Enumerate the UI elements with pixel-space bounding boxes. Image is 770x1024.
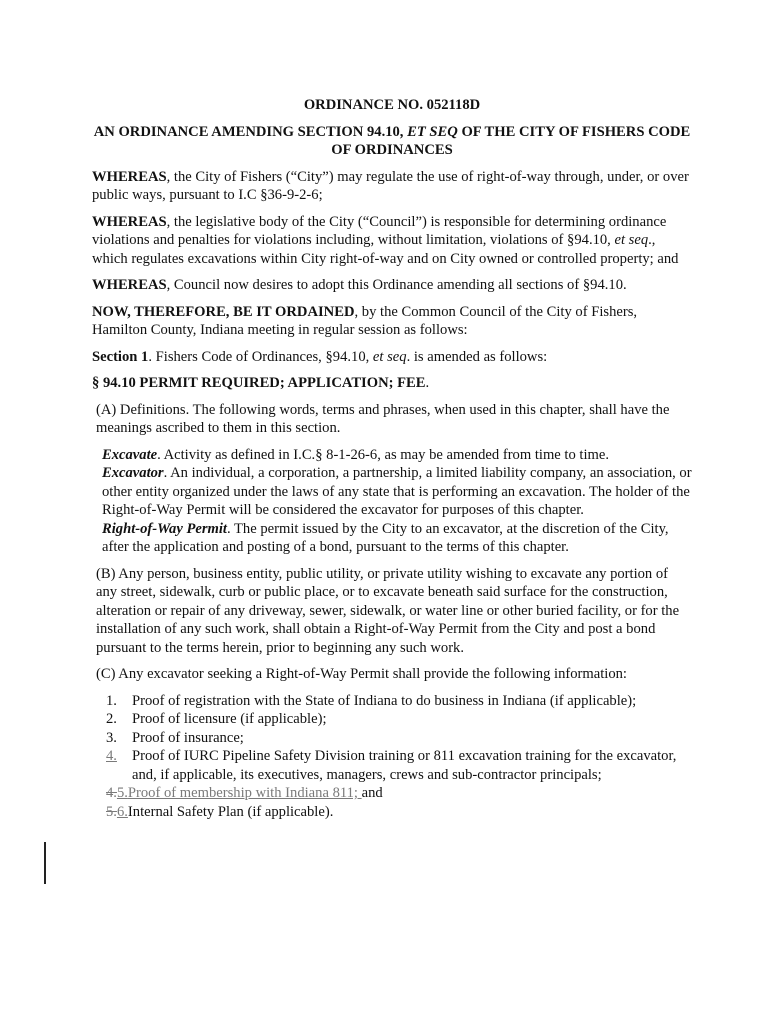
list-item: 1. Proof of registration with the State of Indiana to do business in Indiana (if applicable);: [106, 692, 637, 709]
definition-right-of-way-permit: Right-of-Way Permit. The permit issued by the City to an excavator, at the discretion of the City, after the application and posting of a bond, pursuant to the terms of this chapter.: [102, 520, 669, 555]
ordinance-title: ORDINANCE NO. 052118D: [303, 97, 481, 113]
definition-excavator: Excavator. An individual, a corporation, a partnership, a limited liability company, an association, or other entity organized under the laws of any state that is performing an excavation. The holder of the Right-of-Way Permit will be considered the excavator for purposes of this chapter.: [102, 465, 692, 518]
requirements-list: [92, 692, 692, 822]
ordained-paragraph: NOW, THEREFORE, BE IT ORDAINED, by the Common Council of the City of Fishers, Hamilton County, Indiana meeting in regular session as follows:: [92, 303, 638, 338]
paragraph-b: (B) Any person, business entity, public utility, or private utility wishing to excavate any portion of any street, sidewalk, curb or public place, or to excavate beneath said surface for the construction, alteration or repair of any driveway, sewer, sidewalk, or water line or other buried facility, or for the installation of any such work, shall obtain a Right-of-Way Permit from the City and post a bond pursuant to the terms herein, prior to beginning any such work.: [96, 565, 680, 656]
whereas-paragraph-1: WHEREAS, the City of Fishers (“City”) may regulate the use of right-of-way through, under, or over public ways, pursuant to I.C §36-9-2-6;: [92, 168, 689, 203]
section-1-paragraph: Section 1. Fishers Code of Ordinances, §94.10, et seq. is amended as follows:: [92, 348, 548, 365]
definitions-list: [102, 446, 692, 557]
definition-excavate: Excavate. Activity as defined in I.C.§ 8-1-26-6, as may be amended from time to time.: [102, 446, 610, 463]
list-item: 2. Proof of licensure (if applicable);: [106, 711, 327, 727]
whereas-paragraph-2: WHEREAS, the legislative body of the City (“Council”) is responsible for determining ordinance violations and penalties for violations including, without limitation, violations of §94.10, et seq., which regulates excavations within City right-of-way and on City owned or controlled property; and: [92, 213, 679, 267]
change-bar: [44, 842, 46, 884]
list-item: 3. Proof of insurance;: [106, 729, 244, 746]
whereas-paragraph-3: WHEREAS, Council now desires to adopt this Ordinance amending all sections of §94.10.: [92, 277, 627, 293]
ordinance-subtitle: AN ORDINANCE AMENDING SECTION 94.10, ET SEQ OF THE CITY OF FISHERS CODE OF ORDINANCES: [93, 123, 691, 158]
section-heading: § 94.10 PERMIT REQUIRED; APPLICATION; FEE.: [92, 375, 430, 391]
list-item-tracked-change: 5.6.Internal Safety Plan (if applicable).: [106, 803, 334, 820]
paragraph-a-definitions: (A) Definitions. The following words, terms and phrases, when used in this chapter, shall have the meanings ascribed to them in this section.: [96, 401, 670, 436]
list-item: 4. Proof of IURC Pipeline Safety Division training or 811 excavation training for the excavator, and, if applicable, its executives, managers, crews and sub-contractor principals;: [106, 748, 677, 783]
paragraph-c: (C) Any excavator seeking a Right-of-Way Permit shall provide the following information:: [96, 666, 627, 682]
document-page: [92, 96, 692, 821]
list-item-tracked-change: 4.5.Proof of membership with Indiana 811; and: [106, 785, 383, 801]
